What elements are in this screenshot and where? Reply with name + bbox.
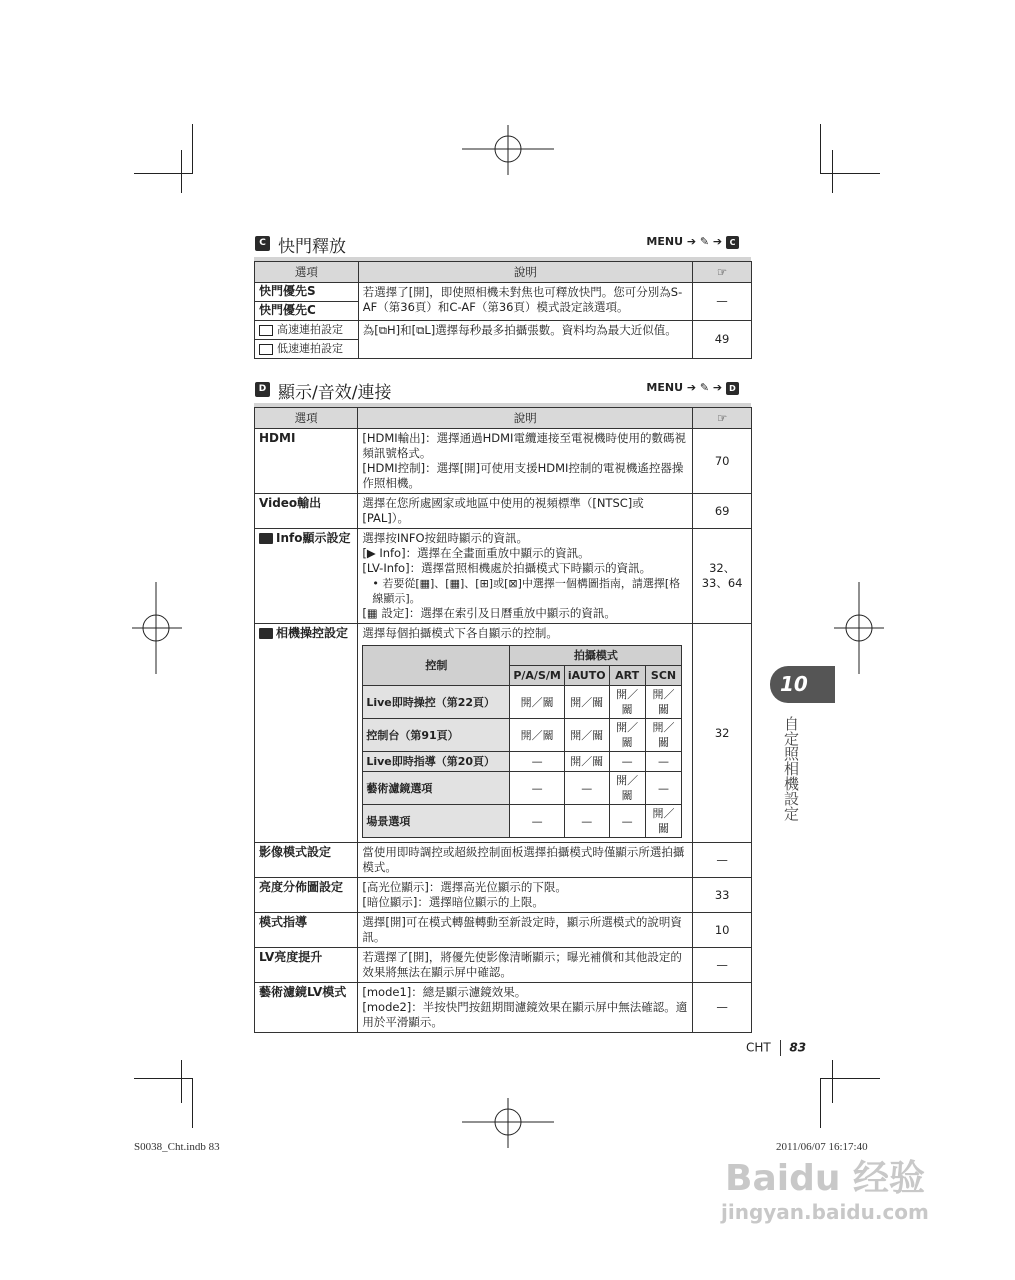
inner-cell: 開／關 [564,752,609,772]
menu-path-text: MENU ➔ ✎ ➔ [646,235,723,248]
desc-cell: 選擇在您所處國家或地區中使用的視頻標準（[NTSC]或[PAL]）。 [358,494,693,529]
baidu-watermark [721,1158,929,1224]
menu-path [646,381,739,395]
desc-line: 選擇按INFO按鈕時顯示的資訊。 [362,531,529,545]
option-cell: 相機操控設定 [255,624,358,843]
inner-cell: 開／關 [645,805,682,838]
custom-menu-c-icon: C [255,236,270,251]
desc-cell [358,948,693,983]
desc-line: 選擇[開]可在模式轉盤轉動至新設定時，顯示所選模式的說明資訊。 [362,915,682,944]
desc-line: 若選擇了[開]，將優先使影像清晰顯示；曝光補償和其他設定的效果將無法在顯示屏中確認。 [362,950,682,979]
col-header-desc: 說明 [358,408,693,429]
inner-row-name: Live即時操控（第22頁） [363,686,510,719]
option-cell: 亮度分佈圖設定 [255,878,358,913]
col-header-ref: ☞ [693,408,752,429]
registration-mark [462,1098,554,1148]
inner-row [363,752,682,772]
inner-cell: 開／關 [564,686,609,719]
inner-cell: — [645,772,682,805]
registration-mark [462,125,554,175]
ref-cell: 33 [693,878,752,913]
inner-cell: — [564,772,609,805]
col-header-option: 選項 [255,262,359,283]
custom-menu-d-icon: D [726,382,739,395]
ref-cell: 69 [693,494,752,529]
desc-line: [mode2]：半按快門按鈕期間濾鏡效果在顯示屏中無法確認。適用於平滑顯示。 [362,1000,688,1029]
inner-header-row [363,646,682,666]
crop-mark [134,173,193,174]
inner-cell: — [645,752,682,772]
col-header-ref: ☞ [693,262,752,283]
option-cell: 模式指導 [255,913,358,948]
ref-cell: 32、33、64 [693,529,752,624]
inner-row-name: 場景選項 [363,805,510,838]
table-row [255,529,752,624]
inner-cell: 開／關 [564,719,609,752]
desc-cell: 為[⧉H]和[⧉L]選擇每秒最多拍攝張數。資料均為最大近似值。 [358,321,692,359]
watermark-logo: Baidu 经验 [725,1158,926,1199]
desc-line: [▶ Info]：選擇在全畫面重放中顯示的資訊。 [362,546,590,560]
desc-cell [358,624,693,843]
table-row [255,494,752,529]
section-header-shutter [254,235,751,262]
chapter-tab: 10 [770,666,835,703]
crop-mark [192,1078,193,1128]
desc-line: [HDMI輸出]：選擇通過HDMI電纜連接至電視機時使用的數碼視頻訊號格式。 [362,431,686,460]
page-number-block [746,1040,806,1056]
inner-col-header: iAUTO [564,666,609,686]
inner-cell: — [510,772,565,805]
custom-menu-d-icon: D [255,382,270,397]
registration-mark [132,582,182,674]
crop-mark [832,150,833,193]
table-row [255,948,752,983]
menu-path-text: MENU ➔ ✎ ➔ [646,381,723,394]
option-cell: LV亮度提升 [255,948,358,983]
sequential-low-icon [259,344,273,355]
desc-line: [HDMI控制]：選擇[開]可使用支援HDMI控制的電視機遙控器操作照相機。 [362,461,684,490]
option-cell: Info顯示設定 [255,529,358,624]
desc-line: [▦ 設定]：選擇在索引及日曆重放中顯示的資訊。 [362,606,616,620]
desc-cell: 若選擇了[開]，即使照相機未對焦也可釋放快門。您可分別為S-AF（第36頁）和C-AF（第36頁）模式設定該選項。 [358,283,692,321]
table-header-row [255,408,752,429]
inner-row [363,772,682,805]
table-header-row [255,262,752,283]
section-title: 快門釋放 [278,237,346,257]
grid-display-icon [259,533,273,544]
section-header-display [254,381,751,408]
inner-cell: — [609,805,645,838]
registration-mark [834,582,884,674]
desc-cell [358,878,693,913]
ref-cell: — [693,983,752,1033]
table-row [255,913,752,948]
inner-cell: — [510,805,565,838]
crop-mark [832,1060,833,1103]
crop-mark [192,124,193,173]
inner-row-name: Live即時指導（第20頁） [363,752,510,772]
desc-cell [358,529,693,624]
inner-row [363,805,682,838]
option-cell: 高速連拍設定 [255,321,359,340]
ref-cell: 10 [693,913,752,948]
option-cell: Video輸出 [255,494,358,529]
control-mode-table [362,645,682,838]
inner-row [363,686,682,719]
page-num: 83 [789,1040,807,1055]
option-cell: 影像模式設定 [255,843,358,878]
option-cell: 低速連拍設定 [255,340,359,359]
desc-line: [LV-Info]：選擇當照相機處於拍攝模式下時顯示的資訊。 [362,561,652,575]
table-row [255,624,752,843]
inner-cell: — [564,805,609,838]
inner-cell: 開／關 [609,772,645,805]
inner-header-control: 控制 [363,646,510,686]
table-row [255,321,752,340]
page-divider [780,1040,781,1056]
desc-line: 當使用即時調控或超級控制面板選擇拍攝模式時僅顯示所選拍攝模式。 [362,845,685,874]
inner-cell: 開／關 [609,686,645,719]
table-row [255,983,752,1033]
chapter-label: 自定照相機設定 [782,716,800,821]
desc-cell [358,913,693,948]
table-row [255,878,752,913]
option-cell: HDMI [255,429,358,494]
inner-col-header: ART [609,666,645,686]
inner-row [363,719,682,752]
inner-row-name: 藝術濾鏡選項 [363,772,510,805]
sequential-high-icon [259,325,273,336]
ref-cell: 70 [693,429,752,494]
custom-menu-c-icon: C [726,236,739,249]
watermark-url: jingyan.baidu.com [721,1200,929,1224]
desc-line: [高光位顯示]：選擇高光位顯示的下限。 [362,880,567,894]
inner-cell: 開／關 [510,686,565,719]
inner-header-mode: 拍攝模式 [510,646,682,666]
option-cell: 快門優先S [255,283,359,302]
menu-path [646,235,739,249]
crop-mark [134,1078,193,1079]
inner-cell: 開／關 [609,719,645,752]
table-row [255,283,752,302]
inner-cell: 開／關 [510,719,565,752]
footer-date: 2011/06/07 16:17:40 [776,1141,868,1153]
inner-col-header: P/A/S/M [510,666,565,686]
desc-cell [358,983,693,1033]
inner-cell: 開／關 [645,719,682,752]
ref-cell: 49 [693,321,752,359]
desc-line: [暗位顯示]：選擇暗位顯示的上限。 [362,895,544,909]
crop-mark [181,150,182,193]
ref-cell: — [693,283,752,321]
shutter-table [254,261,752,359]
camera-icon [259,628,273,639]
table-row [255,843,752,878]
inner-cell: — [609,752,645,772]
table-row [255,429,752,494]
desc-cell [358,429,693,494]
inner-col-header: SCN [645,666,682,686]
inner-row-name: 控制台（第91頁） [363,719,510,752]
ref-cell: 32 [693,624,752,843]
display-table [254,407,752,1033]
crop-mark [820,124,821,173]
page-lang: CHT [746,1040,771,1055]
desc-line: 選擇每個拍攝模式下各自顯示的控制。 [362,626,558,640]
desc-bullet: • 若要從[▦]、[▦]、[⊞]或[⊠]中選擇一個構圖指南，請選擇[格線顯示]。 [372,577,681,605]
footer-file: S0038_Cht.indb 83 [134,1141,220,1153]
crop-mark [820,1078,821,1128]
option-cell: 藝術濾鏡LV模式 [255,983,358,1033]
col-header-option: 選項 [255,408,358,429]
crop-mark [820,173,880,174]
inner-cell: 開／關 [645,686,682,719]
desc-line: [mode1]：總是顯示濾鏡效果。 [362,985,527,999]
section-title: 顯示/音效/連接 [278,383,392,403]
crop-mark [820,1078,880,1079]
desc-cell [358,843,693,878]
ref-cell: — [693,948,752,983]
ref-cell: — [693,843,752,878]
inner-cell: — [510,752,565,772]
option-cell: 快門優先C [255,302,359,321]
crop-mark [181,1060,182,1103]
col-header-desc: 說明 [358,262,692,283]
